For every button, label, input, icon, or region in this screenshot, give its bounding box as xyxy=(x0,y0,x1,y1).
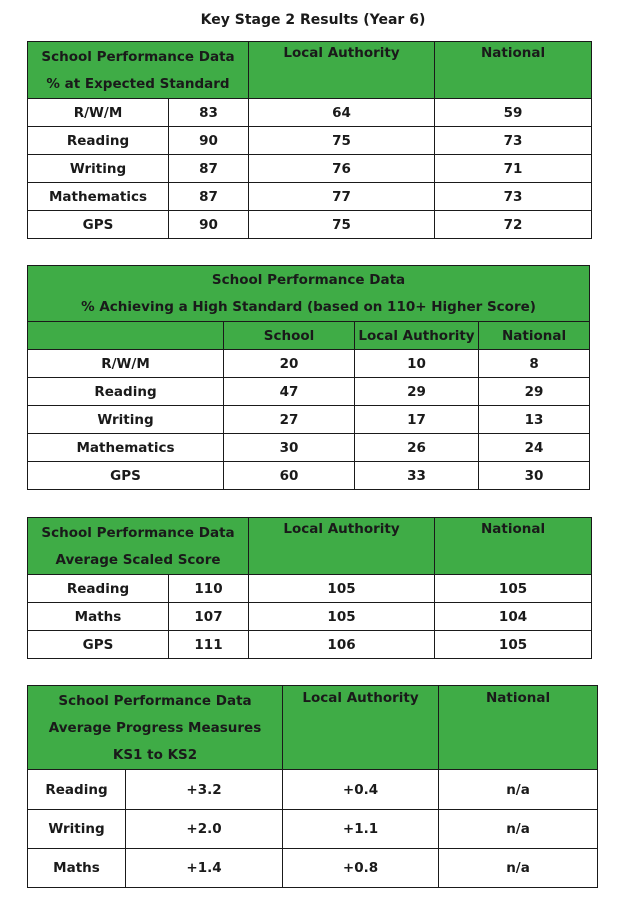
school-value: 107 xyxy=(169,603,249,631)
local-value: 105 xyxy=(249,575,435,603)
row-label: Writing xyxy=(28,810,126,849)
row-label: Reading xyxy=(28,575,169,603)
table-row xyxy=(28,127,592,155)
local-value: +0.8 xyxy=(283,849,439,888)
row-label: R/W/M xyxy=(28,350,224,378)
column-header-row xyxy=(28,322,590,350)
row-label: Mathematics xyxy=(28,183,169,211)
table-row xyxy=(28,99,592,127)
school-value: +1.4 xyxy=(126,849,283,888)
header-school-performance xyxy=(28,266,590,322)
table-header-row xyxy=(28,266,590,322)
header-empty xyxy=(28,322,224,350)
row-label: Maths xyxy=(28,603,169,631)
national-value: 105 xyxy=(435,631,592,659)
local-value: 17 xyxy=(355,406,479,434)
row-label: Reading xyxy=(28,770,126,810)
school-value: 20 xyxy=(224,350,355,378)
header-line-1: School Performance Data xyxy=(41,49,235,65)
local-value: 33 xyxy=(355,462,479,490)
table-row xyxy=(28,155,592,183)
high-standard-table xyxy=(27,265,590,490)
header-local-authority: Local Authority xyxy=(355,322,479,350)
local-value: 75 xyxy=(249,127,435,155)
row-label: GPS xyxy=(28,631,169,659)
row-label: Writing xyxy=(28,155,169,183)
school-value: 30 xyxy=(224,434,355,462)
school-value: 83 xyxy=(169,99,249,127)
local-value: 105 xyxy=(249,603,435,631)
header-local-authority: Local Authority xyxy=(283,686,439,770)
table-row xyxy=(28,211,592,239)
local-value: +1.1 xyxy=(283,810,439,849)
table-row xyxy=(28,575,592,603)
expected-standard-table xyxy=(27,41,592,239)
national-value: 24 xyxy=(479,434,590,462)
table-row xyxy=(28,631,592,659)
header-line-2: % Achieving a High Standard (based on 110+ Higher Score) xyxy=(81,298,536,315)
school-value: 111 xyxy=(169,631,249,659)
header-school-performance xyxy=(28,42,249,99)
national-value: 72 xyxy=(435,211,592,239)
national-value: 30 xyxy=(479,462,590,490)
national-value: 13 xyxy=(479,406,590,434)
header-line-2: % at Expected Standard xyxy=(46,76,230,92)
header-local-authority: Local Authority xyxy=(249,518,435,575)
header-national: National xyxy=(435,518,592,575)
table-row xyxy=(28,378,590,406)
school-value: 87 xyxy=(169,155,249,183)
school-value: 60 xyxy=(224,462,355,490)
header-school: School xyxy=(224,322,355,350)
local-value: 75 xyxy=(249,211,435,239)
school-value: 90 xyxy=(169,211,249,239)
school-value: 90 xyxy=(169,127,249,155)
table-row xyxy=(28,406,590,434)
row-label: Maths xyxy=(28,849,126,888)
row-label: Reading xyxy=(28,127,169,155)
header-national: National xyxy=(479,322,590,350)
school-value: +2.0 xyxy=(126,810,283,849)
national-value: n/a xyxy=(439,849,598,888)
school-value: 110 xyxy=(169,575,249,603)
school-value: 27 xyxy=(224,406,355,434)
national-value: 29 xyxy=(479,378,590,406)
table-row xyxy=(28,462,590,490)
row-label: GPS xyxy=(28,462,224,490)
header-national: National xyxy=(439,686,598,770)
header-line-3: KS1 to KS2 xyxy=(112,747,198,763)
local-value: +0.4 xyxy=(283,770,439,810)
national-value: 71 xyxy=(435,155,592,183)
national-value: 105 xyxy=(435,575,592,603)
table-row xyxy=(28,434,590,462)
national-value: 104 xyxy=(435,603,592,631)
table-row xyxy=(28,849,598,888)
table-row xyxy=(28,770,598,810)
local-value: 10 xyxy=(355,350,479,378)
local-value: 26 xyxy=(355,434,479,462)
header-line-1: School Performance Data xyxy=(58,693,252,709)
header-line-2: Average Scaled Score xyxy=(55,552,221,568)
table-row xyxy=(28,350,590,378)
table-row xyxy=(28,183,592,211)
table-row xyxy=(28,603,592,631)
national-value: n/a xyxy=(439,770,598,810)
header-national: National xyxy=(435,42,592,99)
header-school-performance xyxy=(28,518,249,575)
national-value: 73 xyxy=(435,127,592,155)
national-value: 59 xyxy=(435,99,592,127)
scaled-score-table xyxy=(27,517,592,659)
local-value: 77 xyxy=(249,183,435,211)
school-value: +3.2 xyxy=(126,770,283,810)
local-value: 76 xyxy=(249,155,435,183)
row-label: Writing xyxy=(28,406,224,434)
header-local-authority: Local Authority xyxy=(249,42,435,99)
table-header-row xyxy=(28,518,592,575)
row-label: GPS xyxy=(28,211,169,239)
local-value: 64 xyxy=(249,99,435,127)
school-value: 87 xyxy=(169,183,249,211)
progress-measures-table xyxy=(27,685,598,888)
table-header-row xyxy=(28,42,592,99)
local-value: 106 xyxy=(249,631,435,659)
table-row xyxy=(28,810,598,849)
table-header-row xyxy=(28,686,598,770)
row-label: Mathematics xyxy=(28,434,224,462)
page-title: Key Stage 2 Results (Year 6) xyxy=(200,12,426,28)
national-value: 8 xyxy=(479,350,590,378)
header-line-1: School Performance Data xyxy=(41,525,235,541)
header-line-1: School Performance Data xyxy=(211,271,406,288)
national-value: n/a xyxy=(439,810,598,849)
row-label: Reading xyxy=(28,378,224,406)
row-label: R/W/M xyxy=(28,99,169,127)
header-school-performance xyxy=(28,686,283,770)
school-value: 47 xyxy=(224,378,355,406)
national-value: 73 xyxy=(435,183,592,211)
local-value: 29 xyxy=(355,378,479,406)
header-line-2: Average Progress Measures xyxy=(48,720,262,736)
